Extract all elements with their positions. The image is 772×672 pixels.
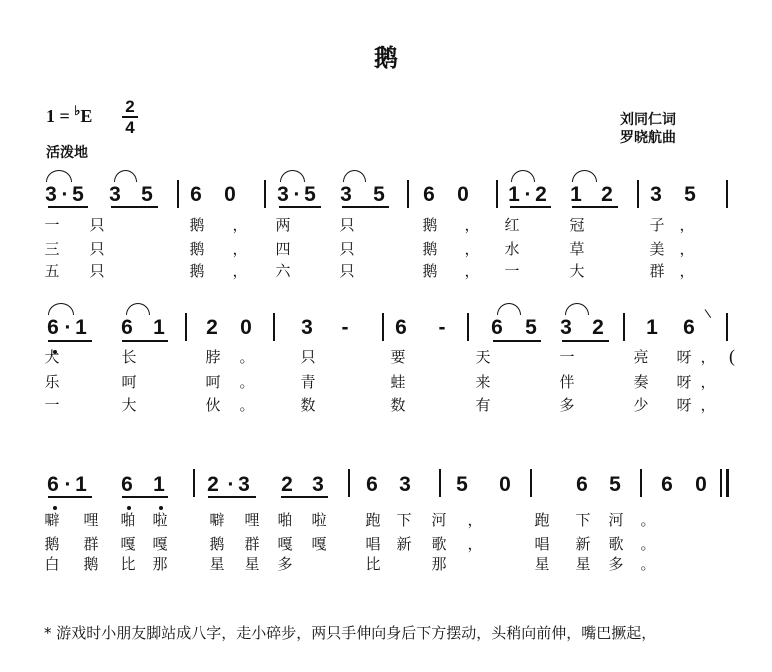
lyric-char: 三 xyxy=(44,240,60,258)
lyric-char: 天 xyxy=(475,348,491,366)
lyric-char: ， xyxy=(232,240,248,258)
lyric-char: 六 xyxy=(275,262,291,280)
lyric-char: 鹅 xyxy=(209,535,225,553)
lyric-char: 鹅 xyxy=(422,262,438,280)
note: · xyxy=(64,473,72,496)
lyric-char: 两 xyxy=(275,216,291,234)
lyricist-credit: 刘同仁词 xyxy=(620,112,676,128)
lyric-char: 多 xyxy=(559,396,575,414)
beam-line xyxy=(510,206,551,208)
lyric-char: 只 xyxy=(339,240,355,258)
lyric-char: 美 xyxy=(649,240,665,258)
slur xyxy=(126,303,150,315)
key-note: E xyxy=(80,106,93,126)
barline xyxy=(185,313,187,341)
lyric-char: 比 xyxy=(365,555,381,573)
note: 2 xyxy=(592,316,604,339)
lyric-char: 。 xyxy=(239,373,255,391)
barline xyxy=(637,180,639,208)
lyric-char: 四 xyxy=(275,240,291,258)
meter-bottom: 4 xyxy=(125,118,135,137)
lyric-char: 噼 xyxy=(44,511,60,529)
barline xyxy=(496,180,498,208)
note: 3 xyxy=(277,183,289,206)
note: 3 xyxy=(399,473,411,496)
lyric-char: 呀 xyxy=(676,373,692,391)
note: 5 xyxy=(141,183,153,206)
slur xyxy=(497,303,521,315)
note: 2 xyxy=(281,473,293,496)
lyric-char: 乐 xyxy=(44,373,60,391)
lyric-char: 一 xyxy=(44,216,60,234)
lyric-char: 鹅 xyxy=(189,240,205,258)
note: 1 xyxy=(570,183,582,206)
note: 6 xyxy=(491,316,503,339)
lyric-char: ， xyxy=(232,216,248,234)
note: · xyxy=(227,473,235,496)
barline xyxy=(177,180,179,208)
beam-line xyxy=(122,496,168,498)
lyric-char: 只 xyxy=(339,262,355,280)
note: 2 xyxy=(206,316,218,339)
beam-line xyxy=(279,206,321,208)
lyric-char: 河 xyxy=(608,511,624,529)
lyric-char: ， xyxy=(679,216,695,234)
note: 6 xyxy=(121,473,133,496)
key-signature xyxy=(46,103,93,127)
lyric-char: ， xyxy=(700,348,716,366)
note: 3 xyxy=(340,183,352,206)
paren-mark: ( xyxy=(729,346,735,366)
barline xyxy=(623,313,625,341)
lyric-char: 群 xyxy=(244,535,260,553)
lyric-char: 亮 xyxy=(633,348,649,366)
lyric-char: 鹅 xyxy=(189,262,205,280)
note: 5 xyxy=(525,316,537,339)
note: 5 xyxy=(684,183,696,206)
lyric-char: ， xyxy=(232,262,248,280)
lyric-char: 星 xyxy=(244,555,260,573)
lyric-char: ， xyxy=(464,240,480,258)
lyric-char: 只 xyxy=(339,216,355,234)
grace-tick xyxy=(705,309,712,318)
lyric-char: ， xyxy=(679,262,695,280)
note: 5 xyxy=(373,183,385,206)
lyric-char: 呵 xyxy=(205,373,221,391)
note: 6 xyxy=(423,183,435,206)
slur xyxy=(565,303,589,315)
barline xyxy=(726,469,729,497)
lyric-char: 呵 xyxy=(121,373,137,391)
lyric-char: ， xyxy=(679,240,695,258)
beam-line xyxy=(562,340,609,342)
note: 1 xyxy=(646,316,658,339)
lyric-char: 啪 xyxy=(277,511,293,529)
lyric-char: 那 xyxy=(152,555,168,573)
note: · xyxy=(64,316,72,339)
note: 2 xyxy=(207,473,219,496)
note: 5 xyxy=(72,183,84,206)
lyric-char: ， xyxy=(467,511,483,529)
slur xyxy=(572,170,597,182)
lyric-char: 噼 xyxy=(209,511,225,529)
note: 3 xyxy=(45,183,57,206)
note: 5 xyxy=(609,473,621,496)
note: · xyxy=(61,183,69,206)
lyric-char: 伙 xyxy=(205,396,221,414)
lyric-char: 草 xyxy=(569,240,585,258)
tempo-marking: 活泼地 xyxy=(46,145,88,161)
lyric-char: 鹅 xyxy=(44,535,60,553)
lyric-char: 呀 xyxy=(676,396,692,414)
beam-line xyxy=(48,496,92,498)
meter-top: 2 xyxy=(125,97,135,116)
note: - xyxy=(438,316,446,339)
lyric-char: 哩 xyxy=(83,511,99,529)
lyric-char: 下 xyxy=(575,511,591,529)
lyric-char: 伴 xyxy=(559,373,575,391)
lyric-char: 子 xyxy=(649,216,665,234)
lyric-char: 嘎 xyxy=(277,535,293,553)
lyric-char: 有 xyxy=(475,396,491,414)
lyric-char: 嘎 xyxy=(311,535,327,553)
note: 3 xyxy=(238,473,250,496)
lyric-char: 。 xyxy=(640,511,656,529)
beam-line xyxy=(122,340,168,342)
note: 0 xyxy=(457,183,469,206)
barline xyxy=(382,313,384,341)
lyric-char: 。 xyxy=(239,348,255,366)
lyric-char: 比 xyxy=(120,555,136,573)
lyric-char: 脖 xyxy=(205,348,221,366)
lyric-char: 一 xyxy=(44,396,60,414)
lyric-char: 。 xyxy=(640,555,656,573)
note: 6 xyxy=(576,473,588,496)
lyric-char: 只 xyxy=(89,262,105,280)
lyric-char: 青 xyxy=(300,373,316,391)
note: 1 xyxy=(153,316,165,339)
lyric-char: ， xyxy=(464,216,480,234)
note: 6 xyxy=(190,183,202,206)
barline xyxy=(264,180,266,208)
lyric-char: 哩 xyxy=(244,511,260,529)
barline xyxy=(640,469,642,497)
lyric-char: 嘎 xyxy=(120,535,136,553)
lyric-char: 一 xyxy=(504,262,520,280)
note: 6 xyxy=(47,316,59,339)
lyric-char: 啦 xyxy=(311,511,327,529)
lyric-char: 唱 xyxy=(534,535,550,553)
barline xyxy=(467,313,469,341)
note: 0 xyxy=(224,183,236,206)
time-signature xyxy=(122,98,138,136)
note: 3 xyxy=(312,473,324,496)
note: 1 xyxy=(508,183,520,206)
note: 2 xyxy=(601,183,613,206)
slur xyxy=(511,170,535,182)
lyric-char: 唱 xyxy=(365,535,381,553)
lyric-char: ， xyxy=(464,262,480,280)
lyric-char: 歌 xyxy=(608,535,624,553)
beam-line xyxy=(493,340,541,342)
lyric-char: 下 xyxy=(396,511,412,529)
barline xyxy=(439,469,441,497)
composer-credit: 罗晓航曲 xyxy=(620,130,676,146)
note: 3 xyxy=(109,183,121,206)
footnote: * 游戏时小朋友脚站成八字，走小碎步，两只手伸向身后下方摆动，头稍向前伸，嘴巴撅起， xyxy=(44,624,657,642)
lyric-char: 那 xyxy=(431,555,447,573)
note: 1 xyxy=(75,473,87,496)
lyric-char: 大 xyxy=(121,396,137,414)
note: 6 xyxy=(661,473,673,496)
lyric-char: 五 xyxy=(44,262,60,280)
lyric-char: ， xyxy=(700,396,716,414)
barline xyxy=(720,469,722,497)
lyric-char: 。 xyxy=(239,396,255,414)
beam-line xyxy=(281,496,328,498)
lyric-char: 新 xyxy=(575,535,591,553)
lyric-char: 要 xyxy=(390,348,406,366)
lyric-char: 。 xyxy=(640,535,656,553)
lyric-char: 啦 xyxy=(152,511,168,529)
lyric-char: 多 xyxy=(608,555,624,573)
lyric-char: 群 xyxy=(83,535,99,553)
note: 1 xyxy=(75,316,87,339)
beam-line xyxy=(48,340,92,342)
barline xyxy=(530,469,532,497)
slur xyxy=(280,170,305,182)
note: · xyxy=(293,183,301,206)
lyric-char: 蛙 xyxy=(390,373,406,391)
note: 0 xyxy=(695,473,707,496)
key-prefix: 1 = xyxy=(46,106,75,126)
beam-line xyxy=(572,206,618,208)
note: 6 xyxy=(683,316,695,339)
lyric-char: 大 xyxy=(569,262,585,280)
lyric-char: 只 xyxy=(89,240,105,258)
lyric-char: 歌 xyxy=(431,535,447,553)
barline xyxy=(407,180,409,208)
lyric-char: 呀 xyxy=(676,348,692,366)
barline xyxy=(193,469,195,497)
lyric-char: 啪 xyxy=(120,511,136,529)
lyric-char: ， xyxy=(700,373,716,391)
beam-line xyxy=(48,206,88,208)
lyric-char: ， xyxy=(467,535,483,553)
lyric-char: 数 xyxy=(390,396,406,414)
lyric-char: 鹅 xyxy=(83,555,99,573)
slur xyxy=(114,170,137,182)
note: · xyxy=(524,183,532,206)
flat-sign: ♭ xyxy=(74,103,81,118)
song-title: 鹅 xyxy=(374,44,398,72)
note: 3 xyxy=(650,183,662,206)
lyric-char: 只 xyxy=(300,348,316,366)
lyric-char: 新 xyxy=(396,535,412,553)
lyric-char: 群 xyxy=(649,262,665,280)
note: 3 xyxy=(560,316,572,339)
barline xyxy=(726,180,728,208)
lyric-char: 只 xyxy=(89,216,105,234)
lyric-char: 来 xyxy=(475,373,491,391)
lyric-char: 大 xyxy=(44,348,60,366)
lyric-char: 鹅 xyxy=(422,240,438,258)
lyric-char: 多 xyxy=(277,555,293,573)
lyric-char: 跑 xyxy=(365,511,381,529)
note: 5 xyxy=(456,473,468,496)
lyric-char: 星 xyxy=(209,555,225,573)
lyric-char: 星 xyxy=(575,555,591,573)
lyric-char: 奏 xyxy=(633,373,649,391)
barline xyxy=(273,313,275,341)
lyric-char: 星 xyxy=(534,555,550,573)
note: 5 xyxy=(304,183,316,206)
barline xyxy=(726,313,728,341)
lyric-char: 冠 xyxy=(569,216,585,234)
lyric-char: 跑 xyxy=(534,511,550,529)
note: 1 xyxy=(153,473,165,496)
lyric-char: 河 xyxy=(431,511,447,529)
lyric-char: 鹅 xyxy=(189,216,205,234)
note: - xyxy=(341,316,349,339)
slur xyxy=(343,170,366,182)
lyric-char: 鹅 xyxy=(422,216,438,234)
lyric-char: 少 xyxy=(633,396,649,414)
note: 6 xyxy=(121,316,133,339)
lyric-char: 水 xyxy=(504,240,520,258)
slur xyxy=(48,303,74,315)
beam-line xyxy=(111,206,158,208)
beam-line xyxy=(342,206,389,208)
lyric-char: 白 xyxy=(44,555,60,573)
note: 6 xyxy=(366,473,378,496)
lyric-char: 红 xyxy=(504,216,520,234)
barline xyxy=(348,469,350,497)
note: 6 xyxy=(395,316,407,339)
note: 6 xyxy=(47,473,59,496)
note: 3 xyxy=(301,316,313,339)
lyric-char: 数 xyxy=(300,396,316,414)
beam-line xyxy=(208,496,256,498)
lyric-char: 嘎 xyxy=(152,535,168,553)
note: 0 xyxy=(499,473,511,496)
slur xyxy=(46,170,72,182)
lyric-char: 长 xyxy=(121,348,137,366)
note: 0 xyxy=(240,316,252,339)
note: 2 xyxy=(535,183,547,206)
lyric-char: 一 xyxy=(559,348,575,366)
